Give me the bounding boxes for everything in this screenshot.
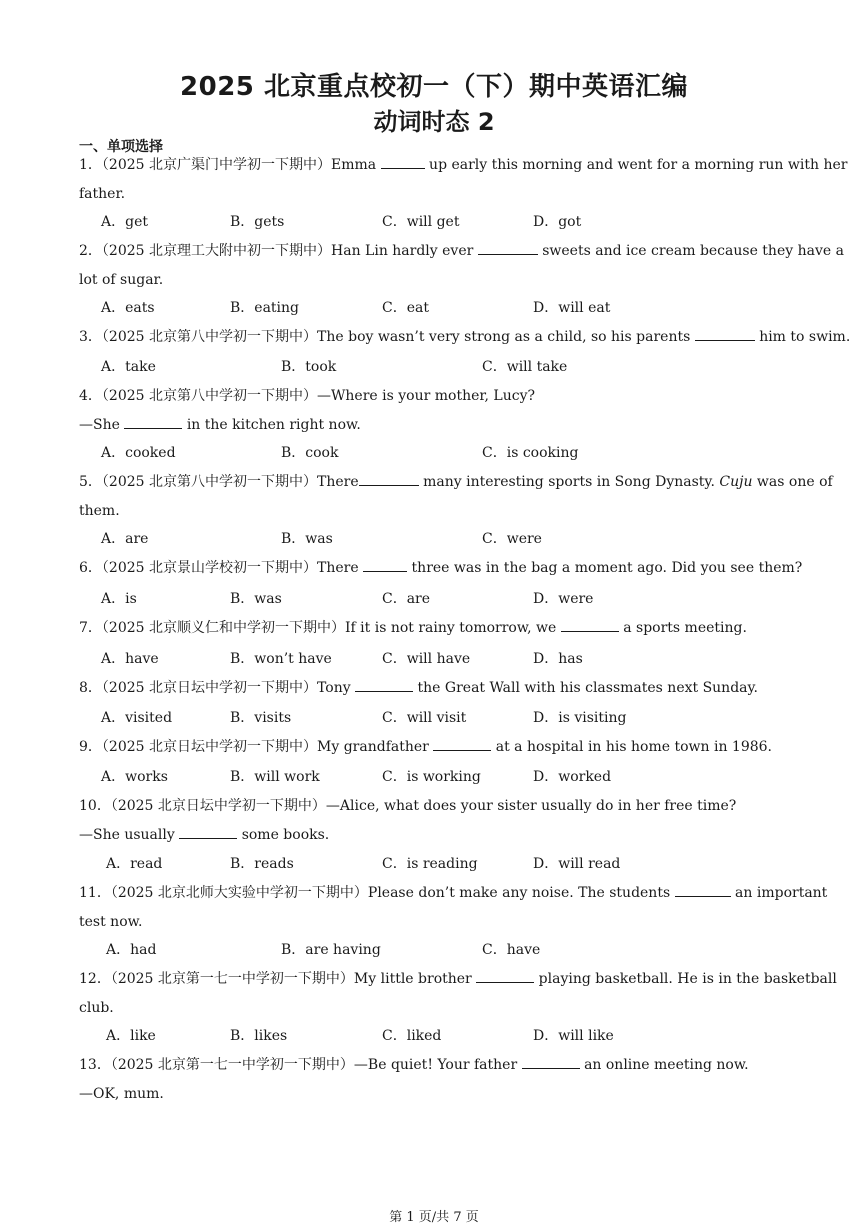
question-5-cont: them.: [79, 503, 120, 519]
option-b: B．won’t have: [230, 651, 332, 667]
option-c: C．will visit: [382, 710, 467, 726]
question-2: 2．（2025 北京理工大附中初一下期中）Han Lin hardly ever sweets and ice cream because they have a: [79, 243, 844, 259]
option-b: B．visits: [230, 710, 292, 726]
question-4: 4．（2025 北京第八中学初一下期中）—Where is your mother, Lucy?: [79, 388, 535, 404]
question-4-line2: —She in the kitchen right now.: [79, 417, 361, 433]
option-c: C．eat: [382, 300, 429, 316]
answer-blank: [561, 619, 619, 632]
option-c: C．liked: [382, 1028, 442, 1044]
question-5: 5．（2025 北京第八中学初一下期中）There many interesting sports in Song Dynasty. Cuju was one of: [79, 474, 833, 490]
option-b: B．was: [281, 531, 333, 547]
answer-blank: [675, 884, 731, 897]
option-c: C．were: [482, 531, 542, 547]
answer-blank: [433, 738, 491, 751]
question-10: 10．（2025 北京日坛中学初一下期中）—Alice, what does your sister usually do in her free time?: [79, 798, 737, 814]
option-d: D．will read: [533, 856, 621, 872]
question-13-line2: —OK, mum.: [79, 1086, 164, 1102]
option-c: C．will take: [482, 359, 568, 375]
document-title: 2025 北京重点校初一（下）期中英语汇编: [180, 72, 688, 102]
option-a: A．get: [101, 214, 148, 230]
option-a: A．works: [101, 769, 168, 785]
question-8: 8．（2025 北京日坛中学初一下期中）Tony the Great Wall with his classmates next Sunday.: [79, 680, 759, 696]
question-9: 9．（2025 北京日坛中学初一下期中）My grandfather at a hospital in his home town in 1986.: [79, 739, 772, 755]
option-d: D．has: [533, 651, 583, 667]
section-title: 一、单项选择: [79, 139, 163, 155]
option-d: D．were: [533, 591, 594, 607]
answer-blank: [695, 328, 755, 341]
option-b: B．reads: [230, 856, 294, 872]
option-b: B．cook: [281, 445, 339, 461]
question-10-line2: —She usually some books.: [79, 827, 330, 843]
question-3: 3．（2025 北京第八中学初一下期中）The boy wasn’t very strong as a child, so his parents him to swim.: [79, 329, 851, 345]
option-b: B．eating: [230, 300, 300, 316]
option-a: A．read: [106, 856, 163, 872]
answer-blank: [478, 242, 538, 255]
document-subtitle: 动词时态 2: [373, 108, 495, 136]
answer-blank: [522, 1056, 580, 1069]
option-c: C．will get: [382, 214, 460, 230]
option-a: A．visited: [101, 710, 173, 726]
option-a: A．like: [106, 1028, 156, 1044]
option-d: D．worked: [533, 769, 612, 785]
option-c: C．is cooking: [482, 445, 579, 461]
question-2-cont: lot of sugar.: [79, 272, 164, 288]
option-d: D．got: [533, 214, 582, 230]
option-a: A．are: [101, 531, 149, 547]
question-6: 6．（2025 北京景山学校初一下期中）There three was in the bag a moment ago. Did you see them?: [79, 560, 803, 576]
question-11-cont: test now.: [79, 914, 143, 930]
option-c: C．is reading: [382, 856, 478, 872]
question-12-cont: club.: [79, 1000, 114, 1016]
answer-blank: [359, 473, 419, 486]
option-b: B．was: [230, 591, 282, 607]
option-d: D．will like: [533, 1028, 614, 1044]
option-c: C．have: [482, 942, 541, 958]
option-a: A．take: [101, 359, 156, 375]
option-a: A．had: [106, 942, 157, 958]
question-1: 1．（2025 北京广渠门中学初一下期中）Emma up early this morning and went for a morning run with her: [79, 157, 848, 173]
option-a: A．is: [101, 591, 137, 607]
question-11: 11．（2025 北京北师大实验中学初一下期中）Please don’t make any noise. The students an important: [79, 885, 828, 901]
option-b: B．likes: [230, 1028, 288, 1044]
question-13: 13．（2025 北京第一七一中学初一下期中）—Be quiet! Your father an online meeting now.: [79, 1057, 749, 1073]
question-1-cont: father.: [79, 186, 126, 202]
option-a: A．cooked: [101, 445, 176, 461]
answer-blank: [124, 416, 182, 429]
answer-blank: [355, 679, 413, 692]
option-a: A．eats: [101, 300, 155, 316]
answer-blank: [381, 156, 425, 169]
option-d: D．is visiting: [533, 710, 627, 726]
option-b: B．took: [281, 359, 337, 375]
option-b: B．gets: [230, 214, 285, 230]
option-b: B．will work: [230, 769, 320, 785]
answer-blank: [179, 826, 237, 839]
answer-blank: [363, 559, 407, 572]
question-12: 12．（2025 北京第一七一中学初一下期中）My little brother playing basketball. He is in the basketball: [79, 971, 837, 987]
answer-blank: [476, 970, 534, 983]
option-c: C．is working: [382, 769, 481, 785]
option-c: C．will have: [382, 651, 471, 667]
option-c: C．are: [382, 591, 431, 607]
option-a: A．have: [101, 651, 159, 667]
page-footer: 第 1 页/共 7 页: [389, 1210, 479, 1225]
option-d: D．will eat: [533, 300, 611, 316]
question-7: 7．（2025 北京顺义仁和中学初一下期中）If it is not rainy tomorrow, we a sports meeting.: [79, 620, 747, 636]
option-b: B．are having: [281, 942, 381, 958]
